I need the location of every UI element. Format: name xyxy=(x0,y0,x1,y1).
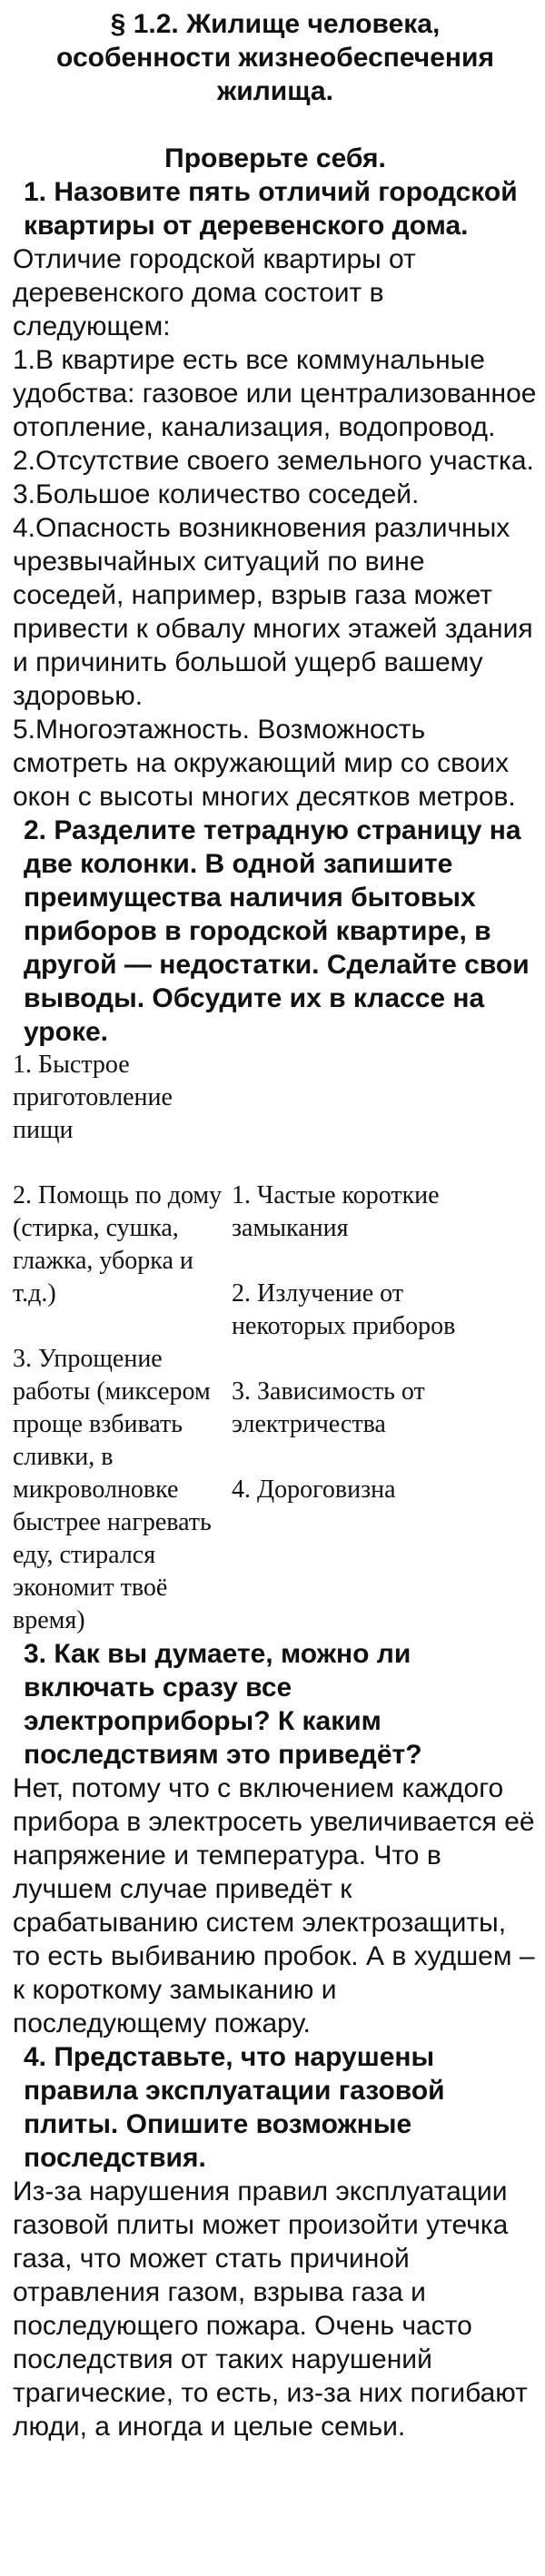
answer-1-intro: Отличие городской квартиры от деревенского дома состоит в следующем: xyxy=(13,244,416,341)
title-spacer xyxy=(13,108,538,142)
table-row xyxy=(13,1343,485,1637)
row-gap xyxy=(232,1147,480,1179)
advantage-cell-1 xyxy=(13,1049,232,1147)
table-row xyxy=(13,1147,485,1343)
disadvantage-4: 4. Дороговизна xyxy=(232,1476,396,1504)
question-3: 3. Как вы думаете, можно ли включать сразу все электроприборы? К каким последствиям это приведёт? xyxy=(24,1639,422,1770)
advantage-1: 1. Быстрое приготовление пищи xyxy=(13,1051,173,1144)
pros-cons-table xyxy=(13,1049,485,1637)
table-row xyxy=(13,1049,485,1147)
disadvantage-cell-2 xyxy=(232,1343,485,1637)
answer-1-item-3: 3.Большое количество соседей. xyxy=(13,479,420,509)
answer-1-item-1: 1.В квартире есть все коммунальные удобства: газовое или централизованное отопление, канализация, водопровод. xyxy=(13,345,537,442)
row-gap xyxy=(232,1343,480,1376)
advantage-2: 2. Помощь по дому (стирка, сушка, глажка, уборка и т.д.) xyxy=(13,1181,223,1308)
title-line-1: § 1.2. Жилище человека, xyxy=(110,9,441,39)
empty-cell xyxy=(232,1049,485,1147)
advantage-cell-3 xyxy=(13,1343,232,1637)
disadvantage-3: 3. Зависимость от электричества xyxy=(232,1377,425,1438)
answer-3: Нет, потому что с включением каждого прибора в электросеть увеличивается её напряжение и температура. Что в лучшем случае приведёт к срабатыванию систем электрозащиты, то есть выбиванию пробок. А в худшем – к короткому замыканию и последующему пожару. xyxy=(13,1773,535,2038)
disadvantage-cell-1 xyxy=(232,1147,485,1343)
answer-1 xyxy=(13,242,538,814)
row-gap xyxy=(232,1245,480,1278)
check-heading: Проверьте себя. xyxy=(164,143,386,173)
question-4: 4. Представьте, что нарушены правила эксплуатации газовой плиты. Опишите возможные последствия. xyxy=(24,2042,445,2173)
disadvantage-2: 2. Излучение от некоторых приборов xyxy=(232,1279,456,1340)
question-2: 2. Разделите тетрадную страницу на две колонки. В одной запишите преимущества наличия бытовых приборов в городской квартире, в другой — недостатки. Сделайте свои выводы. Обсудите их в классе на уроке. xyxy=(24,815,530,1047)
answer-1-item-4: 4.Опасность возникновения различных чрезвычайных ситуаций по вине соседей, например, взрыв газа может привести к обвалу многих этажей здания и причинить большой ущерб вашему здоровью. xyxy=(13,513,533,711)
advantage-3: 3. Упрощение работы (миксером проще взбивать сливки, в микроволновке быстрее нагревать еду, стирался экономит твоё время) xyxy=(13,1345,212,1634)
row-gap xyxy=(232,1441,480,1474)
row-gap xyxy=(13,1147,226,1179)
answer-4: Из-за нарушения правил эксплуатации газовой плиты может произойти утечка газа, что может стать причиной отравления газом, взрыва газа и последующего пожара. Очень часто последствия от таких нарушений трагические, то есть, из-за них погибают люди, а иногда и целые семьи. xyxy=(13,2176,528,2442)
answer-1-item-2: 2.Отсутствие своего земельного участка. xyxy=(13,446,534,476)
title-line-2: особенности жизнеобеспечения xyxy=(56,43,494,73)
page-title xyxy=(13,7,538,108)
question-1: 1. Назовите пять отличий городской квартиры от деревенского дома. xyxy=(24,177,518,241)
disadvantage-1: 1. Частые короткие замыкания xyxy=(232,1181,440,1242)
title-line-3: жилища. xyxy=(217,76,333,106)
advantage-cell-2 xyxy=(13,1147,232,1343)
answer-1-item-5: 5.Многоэтажность. Возможность смотреть на окружающий мир со своих окон с высоты многих десятков метров. xyxy=(13,715,516,812)
